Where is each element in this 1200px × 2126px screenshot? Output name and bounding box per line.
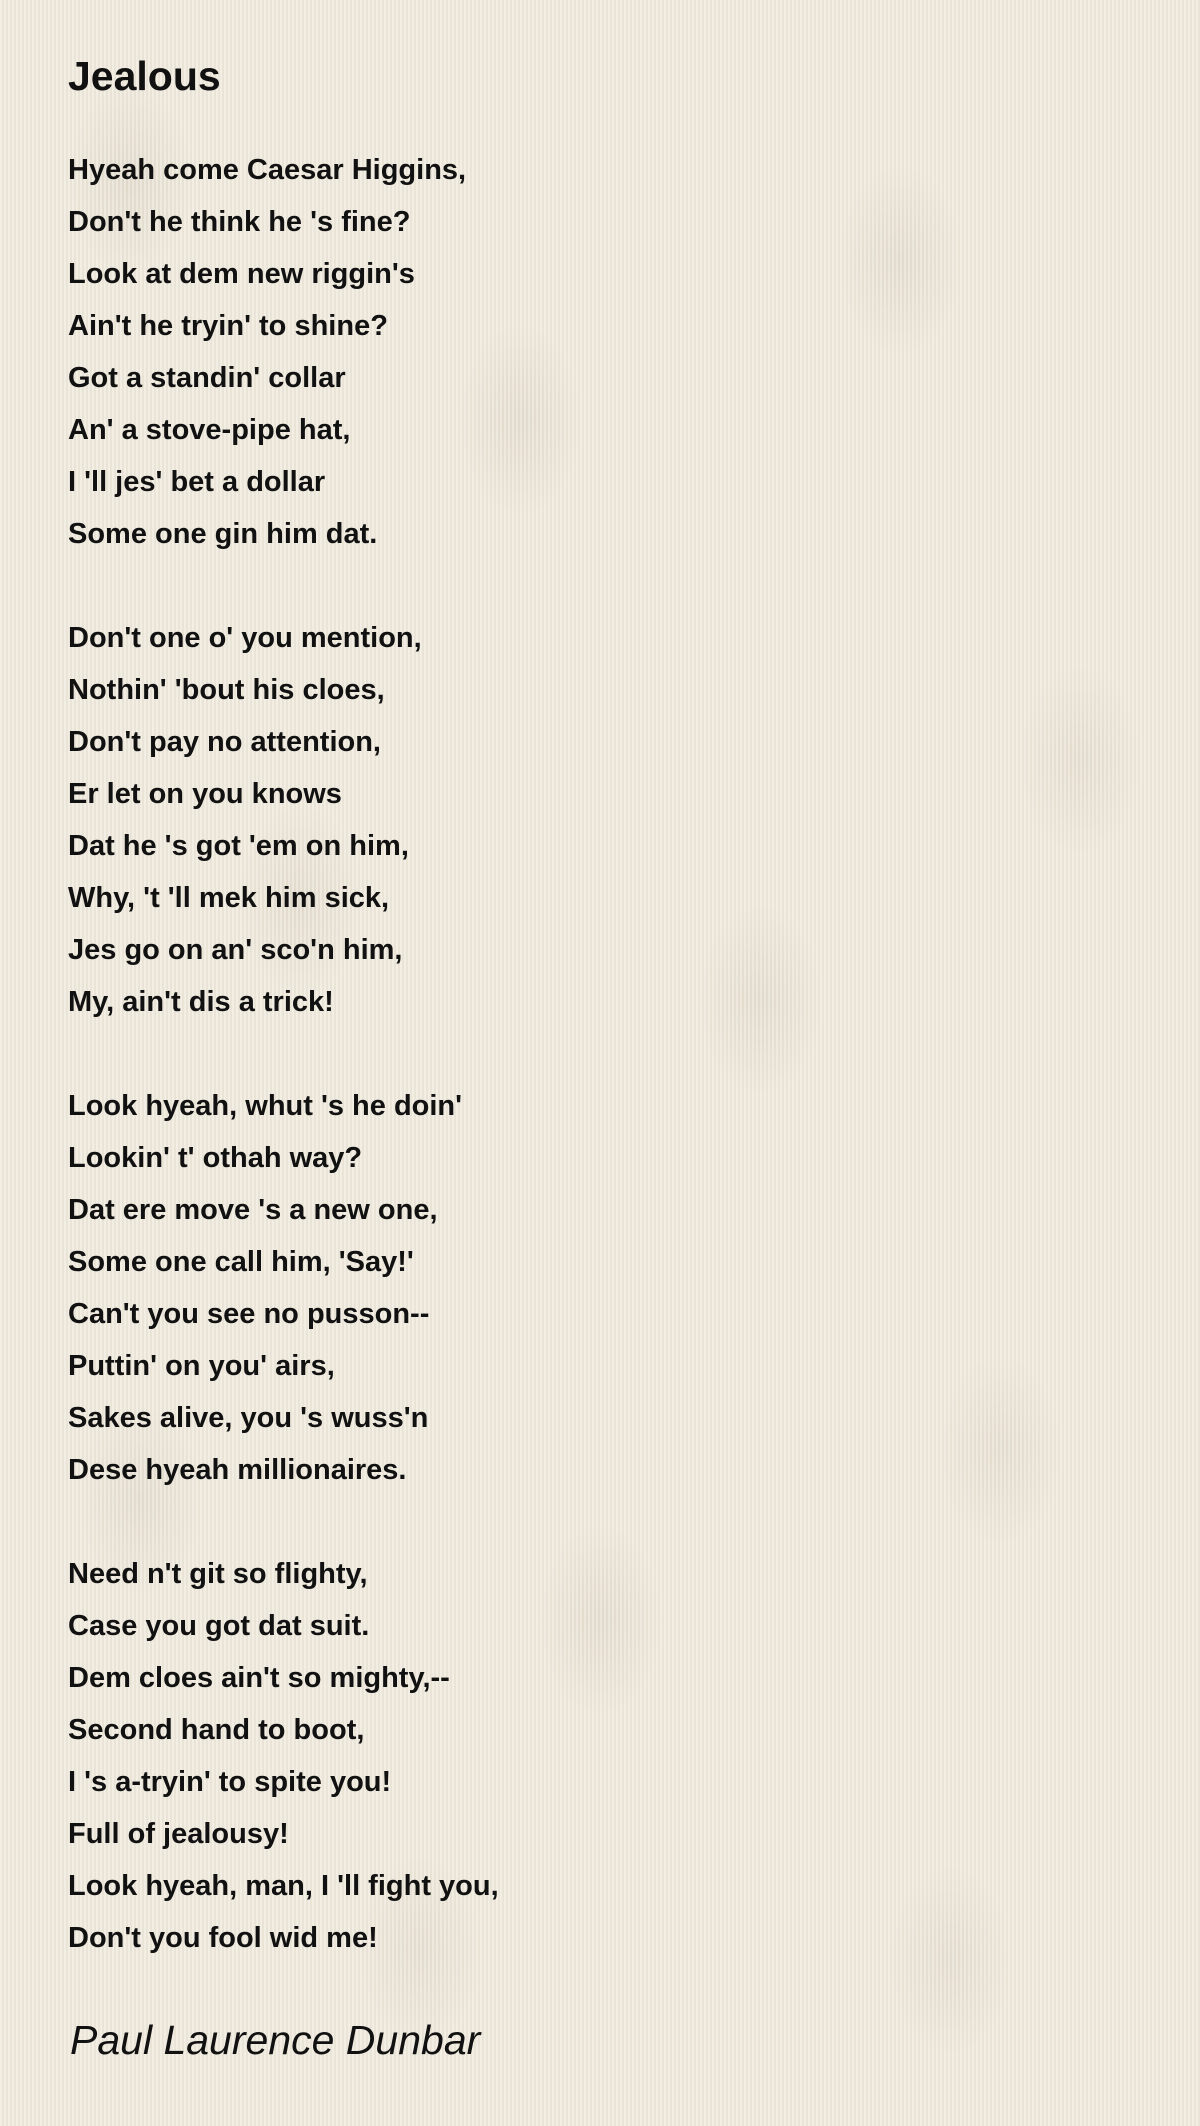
poem-line: Lookin' t' othah way? — [68, 1142, 363, 1174]
poem-title: Jealous — [68, 53, 221, 99]
poem-line: Dem cloes ain't so mighty,-- — [68, 1662, 450, 1694]
poem-line: An' a stove-pipe hat, — [68, 414, 351, 446]
poem-line: Got a standin' collar — [68, 362, 346, 394]
poem-line: Don't one o' you mention, — [68, 622, 422, 654]
poem-line: Don't he think he 's fine? — [68, 206, 411, 238]
poem-line: Second hand to boot, — [68, 1714, 365, 1746]
poem-line: Look hyeah, whut 's he doin' — [68, 1090, 463, 1122]
poem-container — [68, 50, 1148, 2066]
poem-line: Full of jealousy! — [68, 1818, 289, 1850]
stanza-1 — [68, 144, 1148, 560]
stanza-2 — [68, 612, 1148, 1028]
poem-line: Look at dem new riggin's — [68, 258, 415, 290]
poem-line: Don't you fool wid me! — [68, 1922, 378, 1954]
poem-line: I 's a-tryin' to spite you! — [68, 1766, 392, 1798]
poem-line: I 'll jes' bet a dollar — [68, 466, 326, 498]
poem-line: Some one gin him dat. — [68, 518, 378, 550]
poem-line: Why, 't 'll mek him sick, — [68, 882, 390, 914]
poem-line: My, ain't dis a trick! — [68, 986, 334, 1018]
poem-line: Dat he 's got 'em on him, — [68, 830, 409, 862]
poem-line: Nothin' 'bout his cloes, — [68, 674, 385, 706]
stanza-4 — [68, 1548, 1148, 1964]
poem-line: Can't you see no pusson-- — [68, 1298, 430, 1330]
poem-line: Puttin' on you' airs, — [68, 1350, 335, 1382]
poem-line: Some one call him, 'Say!' — [68, 1246, 414, 1278]
poem-line: Dat ere move 's a new one, — [68, 1194, 438, 1226]
poem-line: Hyeah come Caesar Higgins, — [68, 154, 467, 186]
poem-body — [68, 144, 1148, 1964]
poem-line: Jes go on an' sco'n him, — [68, 934, 403, 966]
stanza-3 — [68, 1080, 1148, 1496]
poem-author: Paul Laurence Dunbar — [70, 2017, 481, 2063]
poem-line: Look hyeah, man, I 'll fight you, — [68, 1870, 499, 1902]
poem-line: Don't pay no attention, — [68, 726, 381, 758]
poem-line: Need n't git so flighty, — [68, 1558, 368, 1590]
poem-line: Er let on you knows — [68, 778, 342, 810]
poem-line: Dese hyeah millionaires. — [68, 1454, 407, 1486]
poem-line: Sakes alive, you 's wuss'n — [68, 1402, 429, 1434]
poem-line: Ain't he tryin' to shine? — [68, 310, 388, 342]
poem-line: Case you got dat suit. — [68, 1610, 370, 1642]
